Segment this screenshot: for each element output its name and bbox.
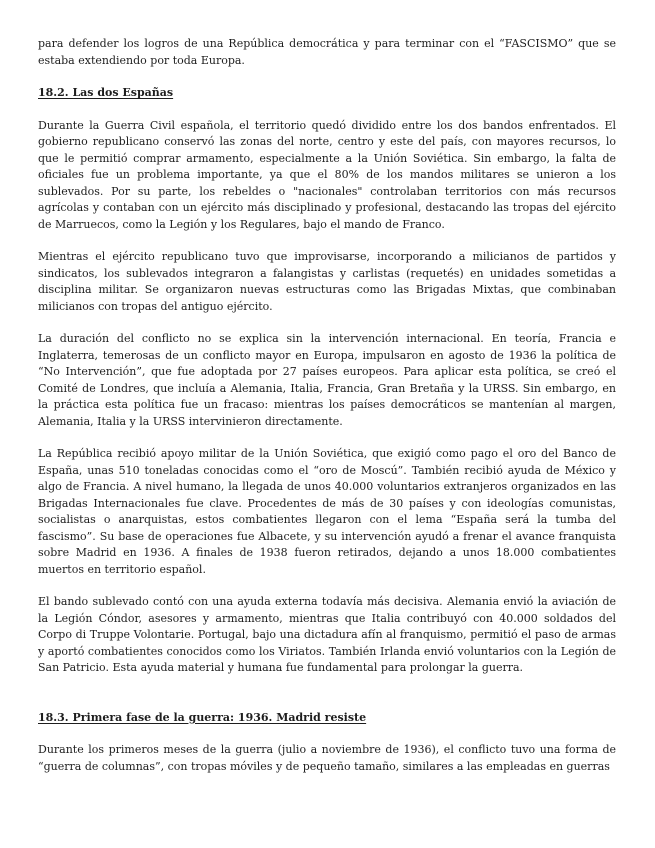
paragraph-apoyo-sublevados: El bando sublevado contó con una ayuda externa todavía más decisiva. Alemania envió la aviación de la Legión Cóndor, asesores y armamento, mientras que Italia contribuyó con 40.000 soldados del Corpo di Truppe Volontarie. Portugal, bajo una dictadura afín al franquismo, permitió el paso de armas y aportó combatientes conocidos como los Viriatos. También Irlanda envió voluntarios con la Legión de San Patricio. Esta ayuda material y humana fue fundamental para prolongar la guerra. (38, 595, 616, 674)
paragraph-apoyo-republica: La República recibió apoyo militar de la Unión Soviética, que exigió como pago el oro del Banco de España, unas 510 toneladas conocidas como el “oro de Moscú”. También recibió ayuda de México y algo de Francia. A nivel humano, la llegada de unos 40.000 voluntarios extranjeros organizados en las Brigadas Internacionales fue clave. Procedentes de más de 30 países y con ideologías comunistas, socialistas o anarquistas, estos combatientes llegaron con el lema “España será la tumba del fascismo”. Su base de operaciones fue Albacete, y su intervención ayudó a frenar el avance franquista sobre Madrid en 1936. A finales de 1938 fueron retirados, dejando a unos 18.000 combatientes muertos en territorio español. (38, 447, 616, 576)
paragraph-intervencion-internacional: La duración del conflicto no se explica sin la intervención internacional. En teoría, Francia e Inglaterra, temerosas de un conflicto mayor en Europa, impulsaron en agosto de 1936 la política de “No Intervención”, que fue adoptada por 27 países europeos. Para aplicar esta política, se creó el Comité de Londres, que incluía a Alemania, Italia, Francia, Gran Bretaña y la URSS. Sin embargo, en la práctica esta política fue un fracaso: mientras los países democráticos se mantenían al margen, Alemania, Italia y la URSS intervinieron directamente. (38, 332, 616, 428)
paragraph-guerra-de-columnas: Durante los primeros meses de la guerra (julio a noviembre de 1936), el conflicto tuvo una forma de “guerra de columnas”, con tropas móviles y de pequeño tamaño, similares a las empleadas en guerras (38, 743, 616, 773)
section-heading-las-dos-espanas: 18.2. Las dos Españas (38, 86, 174, 99)
document-page (38, 36, 616, 775)
paragraph-organizacion-ejercitos: Mientras el ejército republicano tuvo que improvisarse, incorporando a milicianos de partidos y sindicatos, los sublevados integraron a falangistas y carlistas (requetés) en unidades sometidas a disciplina militar. Se organizaron nuevas estructuras como las Brigadas Mixtas, que combinaban milicianos con tropas del antiguo ejército. (38, 250, 616, 313)
section-heading-primera-fase: 18.3. Primera fase de la guerra: 1936. Madrid resiste (38, 710, 367, 724)
paragraph-division-territorio: Durante la Guerra Civil española, el territorio quedó dividido entre los dos bandos enfrentados. El gobierno republicano conservó las zonas del norte, centro y este del país, con mayores recursos, lo que le permitió comprar armamento, especialmente a la Unión Soviética. Sin embargo, la falta de oficiales fue un problema importante, ya que el 80% de los mandos militares se unieron a los sublevados. Por su parte, los rebeldes o "nacionales" controlaban territorios con más recursos agrícolas y contaban con un ejército más disciplinado y profesional, destacando las tropas del ejército de Marruecos, como la Legión y los Regulares, bajo el mando de Franco. (38, 118, 616, 231)
paragraph-intro-continuation: para defender los logros de una República democrática y para terminar con el “FASCISMO” que se estaba extendiendo por toda Europa. (38, 37, 616, 67)
